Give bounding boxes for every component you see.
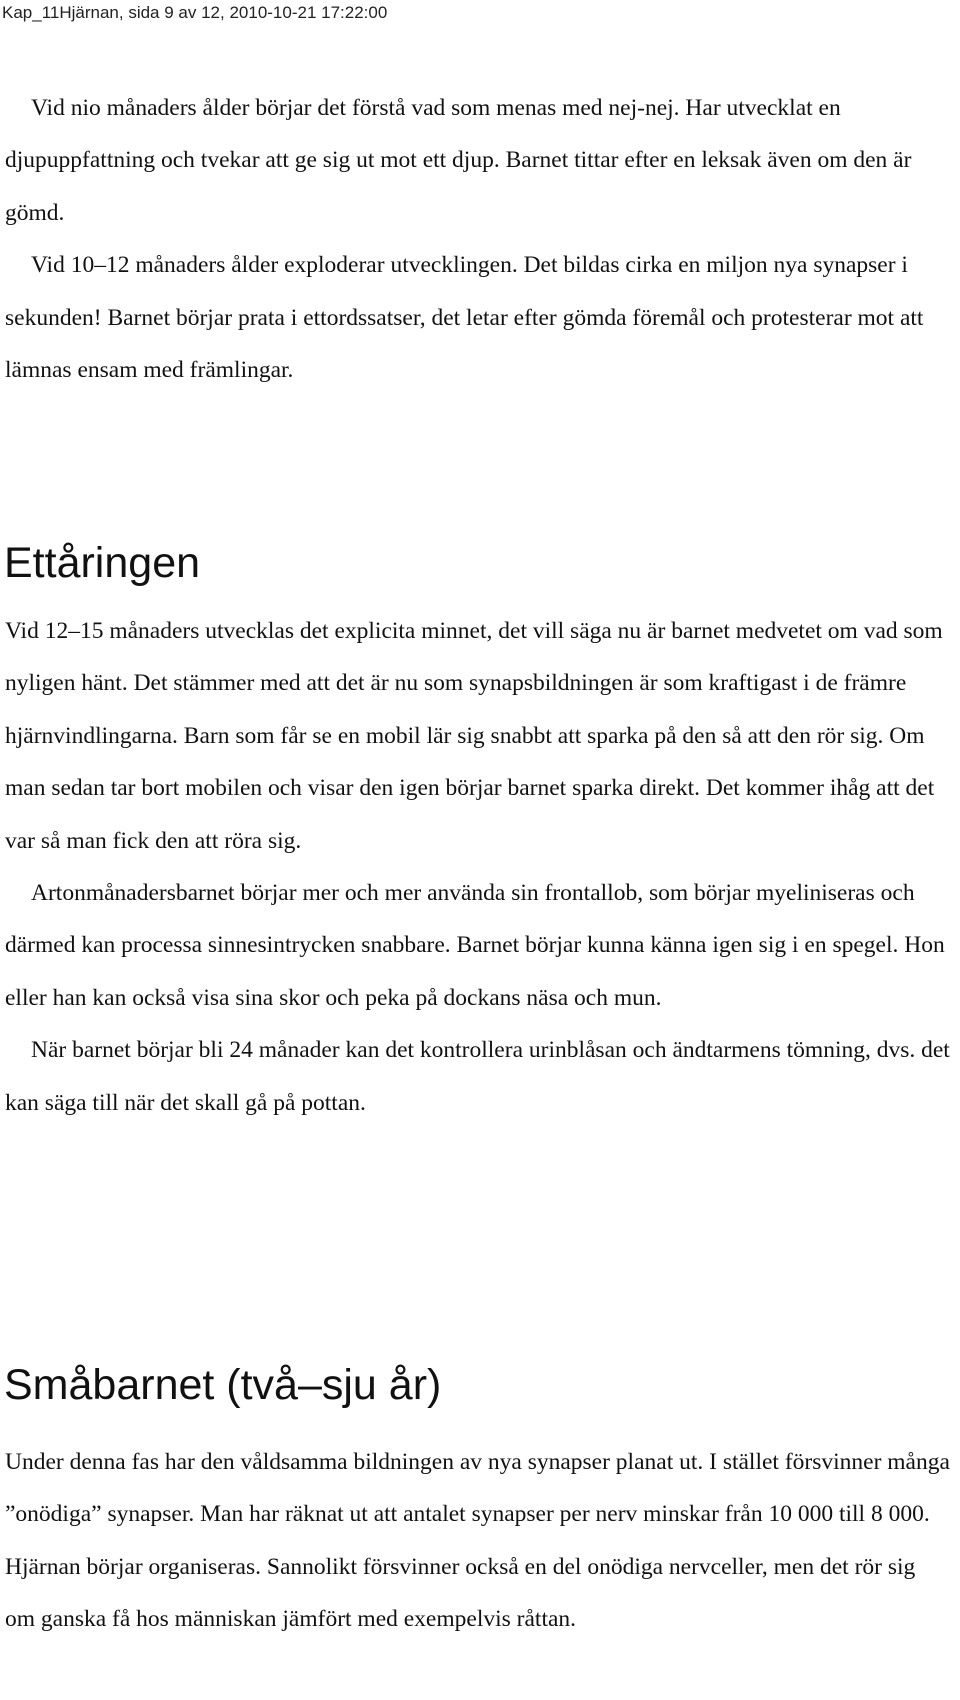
paragraph: Vid 10–12 månaders ålder exploderar utvecklingen. Det bildas cirka en miljon nya synapser i sekunden! Barnet börjar prata i ettordssatser, det letar efter gömda föremål och protesterar mot att lämnas ensam med främlingar. [5, 252, 924, 384]
intro-text [5, 82, 950, 396]
paragraph: Vid nio månaders ålder börjar det förstå vad som menas med nej-nej. Har utvecklat en djupuppfattning och tvekar att ge sig ut mot ett djup. Barnet tittar efter en leksak även om den är gömd. [5, 95, 912, 226]
section-body-ettaringen [5, 605, 950, 1129]
paragraph: Vid 12–15 månaders utvecklas det explicita minnet, det vill säga nu är barnet medvetet om vad som nyligen hänt. Det stämmer med att det är nu som synapsbildningen är som kraftigast i de främre hjärnvindlingarna. Barn som får se en mobil lär sig snabbt att sparka på den så att den rör sig. Om man sedan tar bort mobilen och visar den igen börjar barnet sparka direkt. Det kommer ihåg att det var så man fick den att röra sig. [5, 618, 943, 854]
page-header: Kap_11Hjärnan, sida 9 av 12, 2010-10-21 17:22:00 [2, 3, 388, 22]
paragraph: Artonmånadersbarnet börjar mer och mer använda sin frontallob, som börjar myeliniseras och därmed kan processa sinnesintrycken snabbare. Barnet börjar kunna känna igen sig i en spegel. Hon eller han kan också visa sina skor och peka på dockans näsa och mun. [5, 880, 945, 1011]
section-heading-ettaringen: Ettåringen [4, 539, 201, 587]
paragraph: När barnet börjar bli 24 månader kan det kontrollera urinblåsan och ändtarmens tömning, dvs. det kan säga till när det skall gå på pottan. [5, 1037, 950, 1116]
section-body-smabarnet [5, 1436, 950, 1646]
section-heading-smabarnet: Småbarnet (två–sju år) [4, 1361, 442, 1409]
paragraph: Under denna fas har den våldsamma bildningen av nya synapser planat ut. I stället försvinner många ”onödiga” synapser. Man har räknat ut att antalet synapser per nerv minskar från 10 000 till 8 000. Hjärnan börjar organiseras. Sannolikt försvinner också en del onödiga nervceller, men det rör sig om ganska få hos människan jämfört med exempelvis råttan. [5, 1449, 950, 1633]
